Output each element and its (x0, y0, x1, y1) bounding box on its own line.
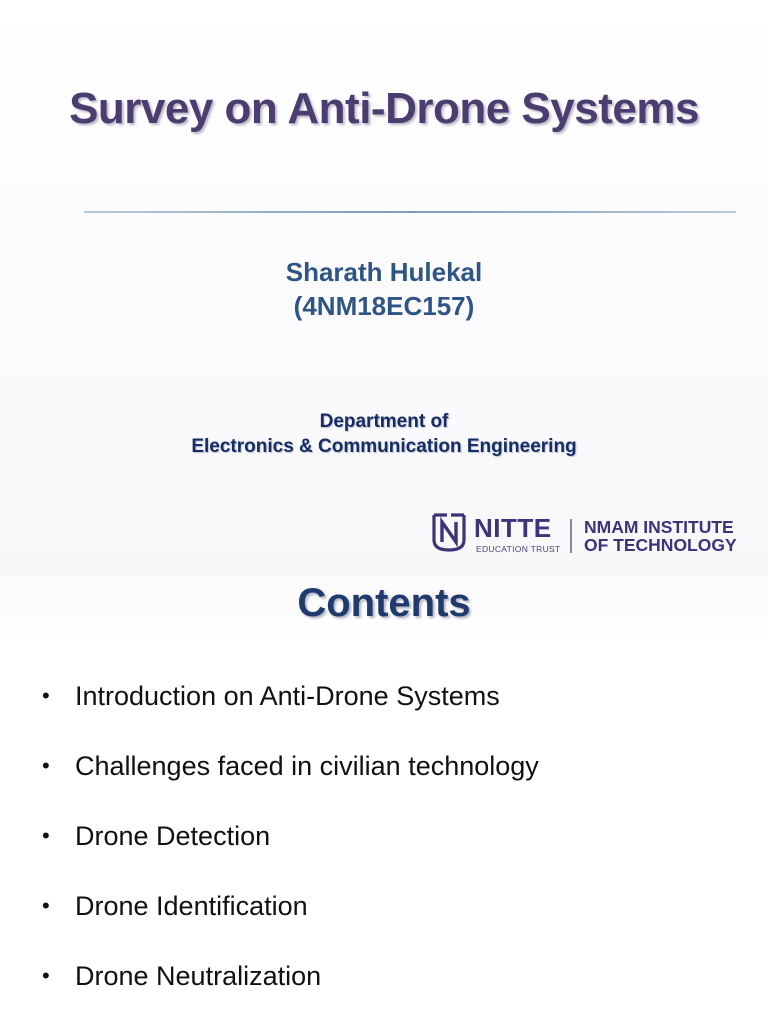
author-id: (4NM18EC157) (293, 291, 475, 321)
department-line-1: Department of (319, 411, 449, 432)
logo-institute (584, 518, 737, 554)
slide-title: Survey on Anti-Drone Systems (69, 84, 699, 133)
author-block (0, 255, 768, 323)
logo-separator (570, 519, 572, 553)
logo-brand-subtitle: EDUCATION TRUST (476, 544, 561, 554)
contents-title: Contents (297, 581, 471, 625)
title-divider (84, 211, 736, 213)
contents-list (42, 681, 539, 1024)
bullet-icon: • (42, 963, 50, 988)
bullet-icon: • (42, 753, 50, 778)
logo-institute-line-2: OF TECHNOLOGY (584, 535, 737, 555)
list-item: • Drone Detection (42, 821, 271, 851)
department-block (0, 409, 768, 459)
contents-slide (0, 576, 768, 1024)
nitte-n-emblem-icon (431, 512, 467, 552)
nitte-logo (431, 510, 751, 556)
list-item: • Challenges faced in civilian technology (42, 751, 539, 781)
list-item: • Drone Neutralization (42, 961, 322, 991)
logo-brand: NITTE (474, 513, 552, 543)
logo-institute-line-1: NMAM INSTITUTE (584, 517, 734, 537)
bullet-icon: • (42, 823, 50, 848)
department-line-2: Electronics & Communication Engineering (191, 436, 577, 457)
bullet-icon: • (42, 893, 50, 918)
list-item: • Introduction on Anti-Drone Systems (42, 681, 500, 711)
list-item: • Drone Identification (42, 891, 308, 921)
author-name: Sharath Hulekal (285, 257, 483, 287)
bullet-icon: • (42, 683, 50, 708)
